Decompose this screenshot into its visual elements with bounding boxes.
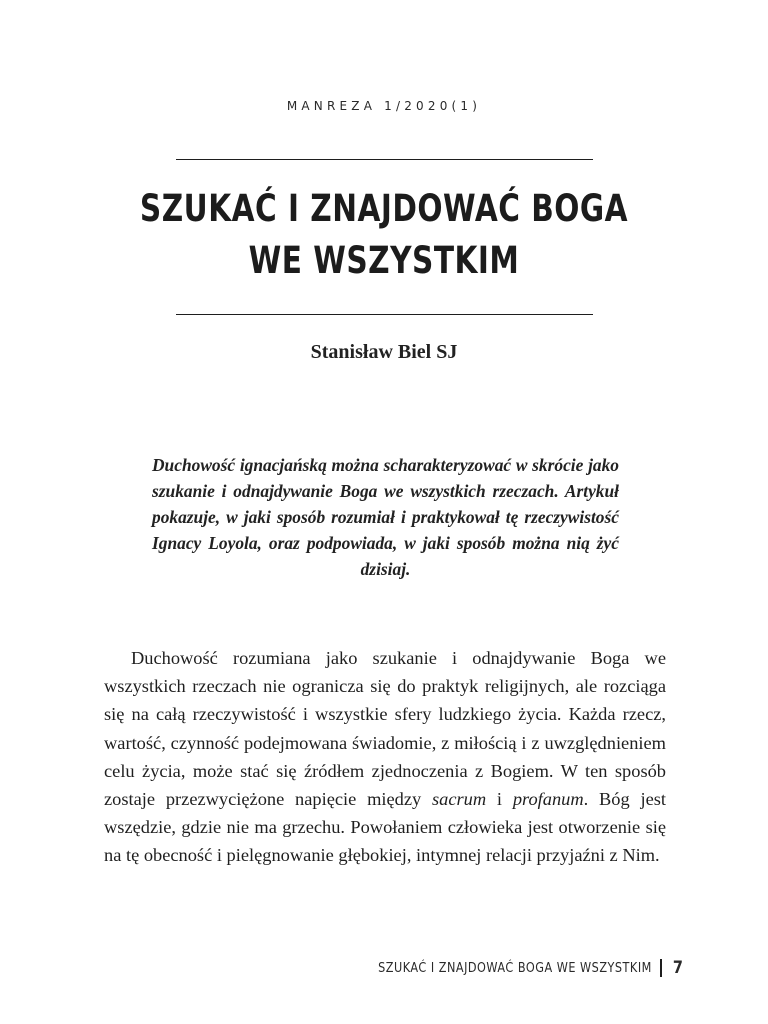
title-top-rule [176, 159, 593, 160]
journal-header: MANREZA 1/2020(1) [286, 99, 482, 113]
body-text-part-1: Duchowość rozumiana jako szukanie i odnajdywanie Boga we wszystkich rzeczach nie ogranicza się do praktyk religijnych, ale rozciąga się na całą rzeczywistość i wszystkie sfery ludzkiego życia. Każda rzecz, wartość, czynność podejmowana świadomie, z miłością i z uwzględnieniem celu życia, może stać się źródłem zjednoczenia z Bogiem. W ten sposób zostaje przezwyciężone napięcie między [104, 648, 666, 810]
title-bottom-rule [176, 314, 593, 315]
body-emphasis-profanum: profanum [512, 789, 584, 810]
body-text-part-3: . Bóg jest wszędzie, gdzie nie ma grzechu. Powołaniem człowieka jest otworzenie się na tę obecność i pielęgnowanie głębokiej, intymnej relacji przyjaźni z Nim. [104, 789, 666, 866]
article-title [77, 183, 691, 287]
body-text-part-2: i [486, 789, 513, 810]
article-body-paragraph [104, 644, 666, 870]
article-title-line-2: WE WSZYSTKIM [248, 239, 520, 282]
article-author: Stanisław Biel SJ [310, 341, 458, 363]
page-number: 7 [673, 958, 684, 978]
running-title: SZUKAĆ I ZNAJDOWAĆ BOGA WE WSZYSTKIM [378, 960, 653, 976]
article-title-line-1: SZUKAĆ I ZNAJDOWAĆ BOGA [139, 187, 629, 230]
body-emphasis-sacrum: sacrum [431, 789, 487, 810]
footer-separator [660, 959, 662, 977]
article-abstract: Duchowość ignacjańską można scharakteryzować w skrócie jako szukanie i odnajdywanie Boga we wszystkich rzeczach. Artykuł pokazuje, w jaki sposób rozumiał i praktykował tę rzeczywistość Ignacy Loyola, oraz podpowiada, w jaki sposób można nią żyć dzisiaj. [152, 455, 619, 579]
page-footer [326, 957, 684, 979]
